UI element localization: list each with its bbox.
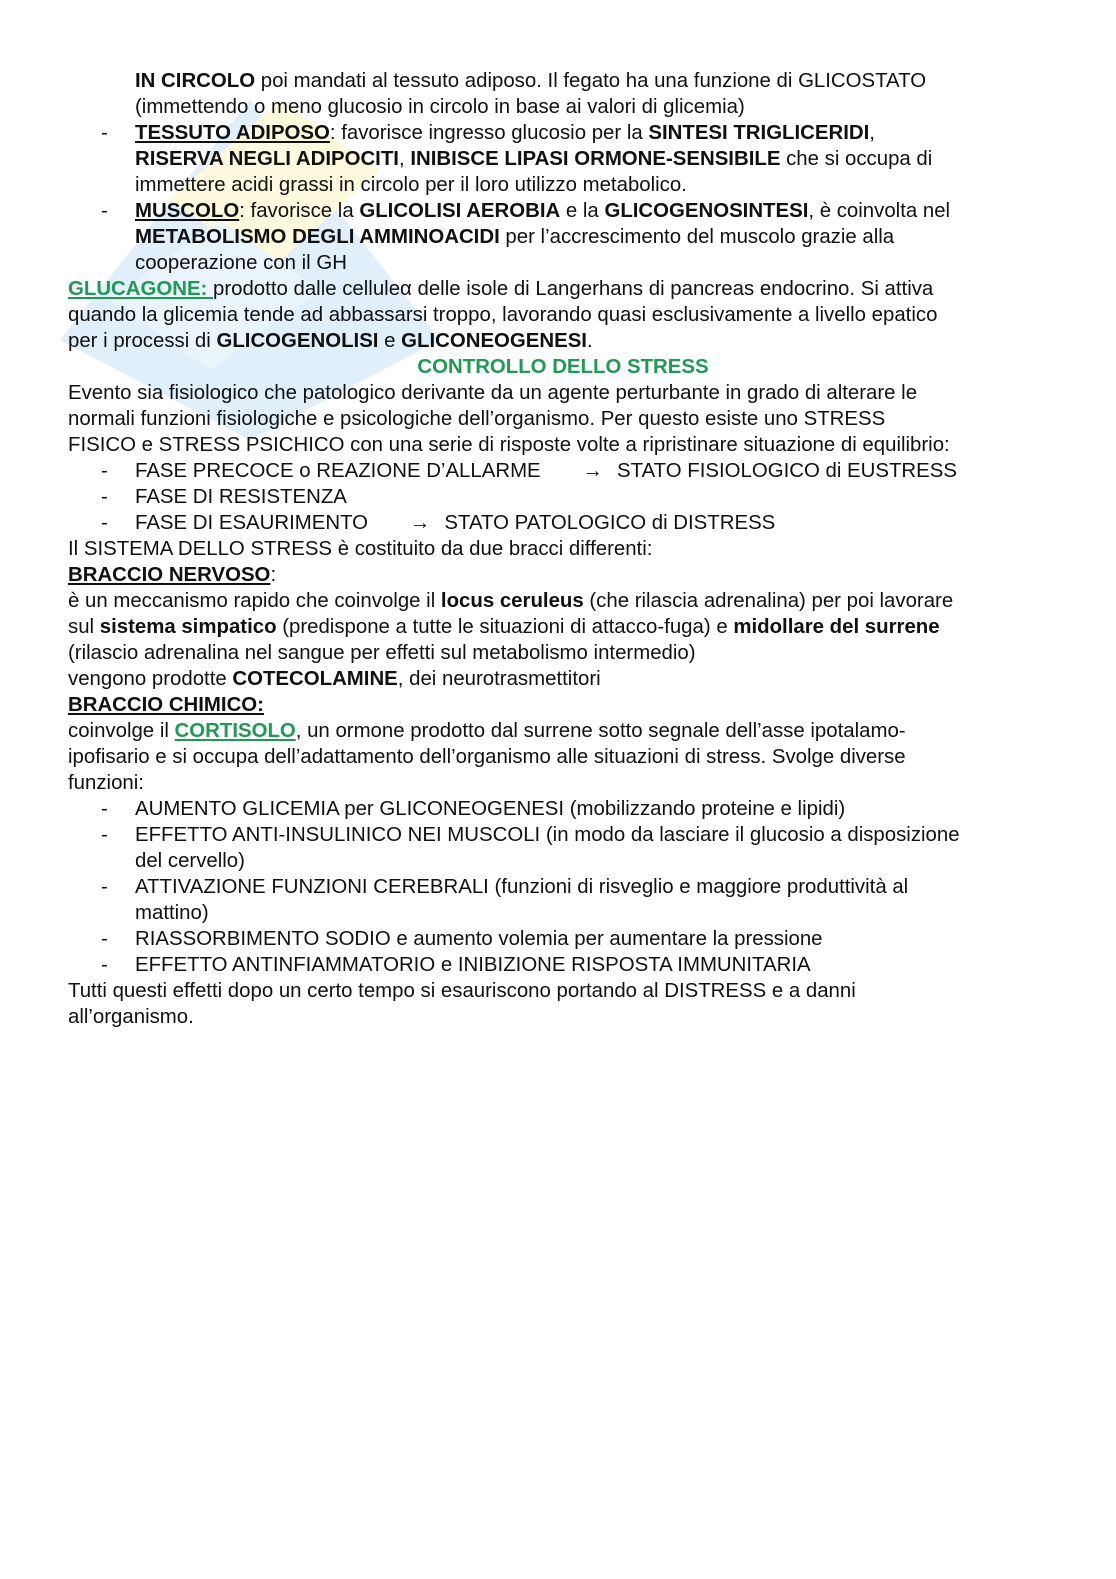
text: Evento sia fisiologico che patologico derivante da un agente perturbante in grado di alterare le [68,382,918,404]
bold-text: RISERVA NEGLI ADIPOCITI [135,148,399,170]
text: per i processi di [68,330,217,352]
text: , un ormone prodotto dal surrene sotto segnale dell’asse ipotalamo- [295,720,906,742]
text: sul [68,616,100,638]
text: normali funzioni fisiologiche e psicologiche dell’organismo. Per questo esiste uno STRESS [68,408,886,430]
text: RIASSORBIMENTO SODIO e aumento volemia per aumentare la pressione [135,928,823,950]
fegato-line-1 [68,68,1058,94]
text: immettere acidi grassi in circolo per il loro utilizzo metabolico. [135,174,687,196]
bullet-dash: - [101,486,108,508]
braccio-chimico-paragraph [68,718,1058,796]
text: , [869,122,875,144]
bold-text: COTECOLAMINE [232,668,398,690]
text: del cervello) [135,850,245,872]
section-heading-stress: CONTROLLO DELLO STRESS [417,356,709,378]
arrow-right-icon: → [582,460,604,482]
stress-paragraph [68,380,1058,458]
document-page [68,68,1058,1030]
arrow-right-icon: → [410,512,431,534]
text: : [270,564,277,586]
phase-label: FASE PRECOCE o REAZIONE D’ALLARME [135,460,541,482]
text: (che rilascia adrenalina) per poi lavorare [583,590,954,612]
phase-result: STATO PATOLOGICO di DISTRESS [444,512,776,534]
fegato-line-2: (immettendo o meno glucosio in circolo in base ai valori di glicemia) [135,96,745,118]
fegato-text: poi mandati al tessuto adiposo. Il fegato ha una funzione di GLICOSTATO [255,70,927,92]
bullet-dash: - [101,876,108,898]
list-item-muscolo [68,198,1058,276]
braccio-nervoso-paragraph [68,588,1058,692]
tessuto-adiposo-title: TESSUTO ADIPOSO [135,122,330,144]
in-circolo-bold: IN CIRCOLO [135,70,256,92]
text: coinvolge il [68,720,175,742]
braccio-nervoso-heading [68,562,1058,588]
closing-paragraph [68,978,1058,1030]
text: e la [560,200,605,222]
muscolo-title: MUSCOLO [135,200,240,222]
text: FISICO e STRESS PSICHICO con una serie di risposte volte a ripristinare situazione di equilibrio: [68,434,950,456]
text: all’organismo. [68,1006,194,1028]
bold-text: GLICOGENOLISI [216,330,379,352]
sistema-stress-line: Il SISTEMA DELLO STRESS è costituito da due bracci differenti: [68,538,653,560]
text: mattino) [135,902,209,924]
glucagone-paragraph [68,276,1058,354]
text: che si occupa di [780,148,933,170]
braccio-nervoso-title: BRACCIO NERVOSO [68,564,271,586]
list-item-tessuto-adiposo [68,120,1058,198]
text: : favorisce ingresso glucosio per la [329,122,649,144]
text: prodotto dalle celluleα delle isole di Langerhans di pancreas endocrino. Si attiva [213,278,934,300]
text: , dei neurotrasmettitori [397,668,601,690]
braccio-chimico-heading [68,692,1058,718]
bullet-dash: - [101,798,108,820]
bold-text: SINTESI TRIGLICERIDI [648,122,870,144]
bold-text: locus ceruleus [440,590,584,612]
text: è un meccanismo rapido che coinvolge il [68,590,441,612]
text: (predispone a tutte le situazioni di attacco-fuga) e [276,616,734,638]
bold-text: INIBISCE LIPASI ORMONE-SENSIBILE [410,148,781,170]
bullet-dash: - [101,460,108,482]
text: quando la glicemia tende ad abbassarsi troppo, lavorando quasi esclusivamente a livello epatico [68,304,938,326]
bold-text: GLICONEOGENESI [401,330,587,352]
list-item-fase-precoce [68,458,1058,484]
text: ipofisario e si occupa dell’adattamento dell’organismo alle situazioni di stress. Svolge diverse [68,746,906,768]
bullet-dash: - [101,954,108,976]
bullet-dash: - [101,122,108,144]
cortisolo-term: CORTISOLO [174,720,296,742]
braccio-chimico-title: BRACCIO CHIMICO: [68,694,264,716]
text: funzioni: [68,772,144,794]
text: : favorisce la [239,200,360,222]
text: Tutti questi effetti dopo un certo tempo si esauriscono portando al DISTRESS e a danni [68,980,856,1002]
text: , [398,148,411,170]
text: AUMENTO GLICEMIA per GLICONEOGENESI (mobilizzando proteine e lipidi) [135,798,846,820]
text: per l’accrescimento del muscolo grazie alla [499,226,895,248]
list-item-cortisolo-2 [68,822,1058,874]
bold-text: sistema simpatico [99,616,277,638]
bold-text: METABOLISMO DEGLI AMMINOACIDI [135,226,500,248]
text: vengono prodotte [68,668,233,690]
text: . [586,330,593,352]
bullet-dash: - [101,824,108,846]
list-item-cortisolo-4 [68,926,1058,952]
bullet-dash: - [101,200,108,222]
text: ATTIVAZIONE FUNZIONI CEREBRALI (funzioni di risveglio e maggiore produttività al [135,876,909,898]
text: cooperazione con il GH [135,252,347,274]
list-item-fase-esaurimento [68,510,1058,536]
phase-result: STATO FISIOLOGICO di EUSTRESS [617,460,957,482]
bold-text: GLICOGENOSINTESI [604,200,809,222]
bold-text: GLICOLISI AEROBIA [359,200,561,222]
bullet-dash: - [101,512,108,534]
phase-label: FASE DI RESISTENZA [135,486,347,508]
text: (rilascio adrenalina nel sangue per effetti sul metabolismo intermedio) [68,642,696,664]
text: EFFETTO ANTINFIAMMATORIO e INIBIZIONE RISPOSTA IMMUNITARIA [135,954,811,976]
phase-label: FASE DI ESAURIMENTO [135,512,369,534]
text: EFFETTO ANTI-INSULINICO NEI MUSCOLI (in modo da lasciare il glucosio a disposizione [135,824,960,846]
list-item-cortisolo-1 [68,796,1058,822]
list-item-cortisolo-5 [68,952,1058,978]
list-item-cortisolo-3 [68,874,1058,926]
glucagone-title: GLUCAGONE: [68,278,213,300]
bullet-dash: - [101,928,108,950]
list-item-fase-resistenza [68,484,1058,510]
bold-text: midollare del surrene [733,616,940,638]
text: , è coinvolta nel [808,200,951,222]
text: e [378,330,402,352]
